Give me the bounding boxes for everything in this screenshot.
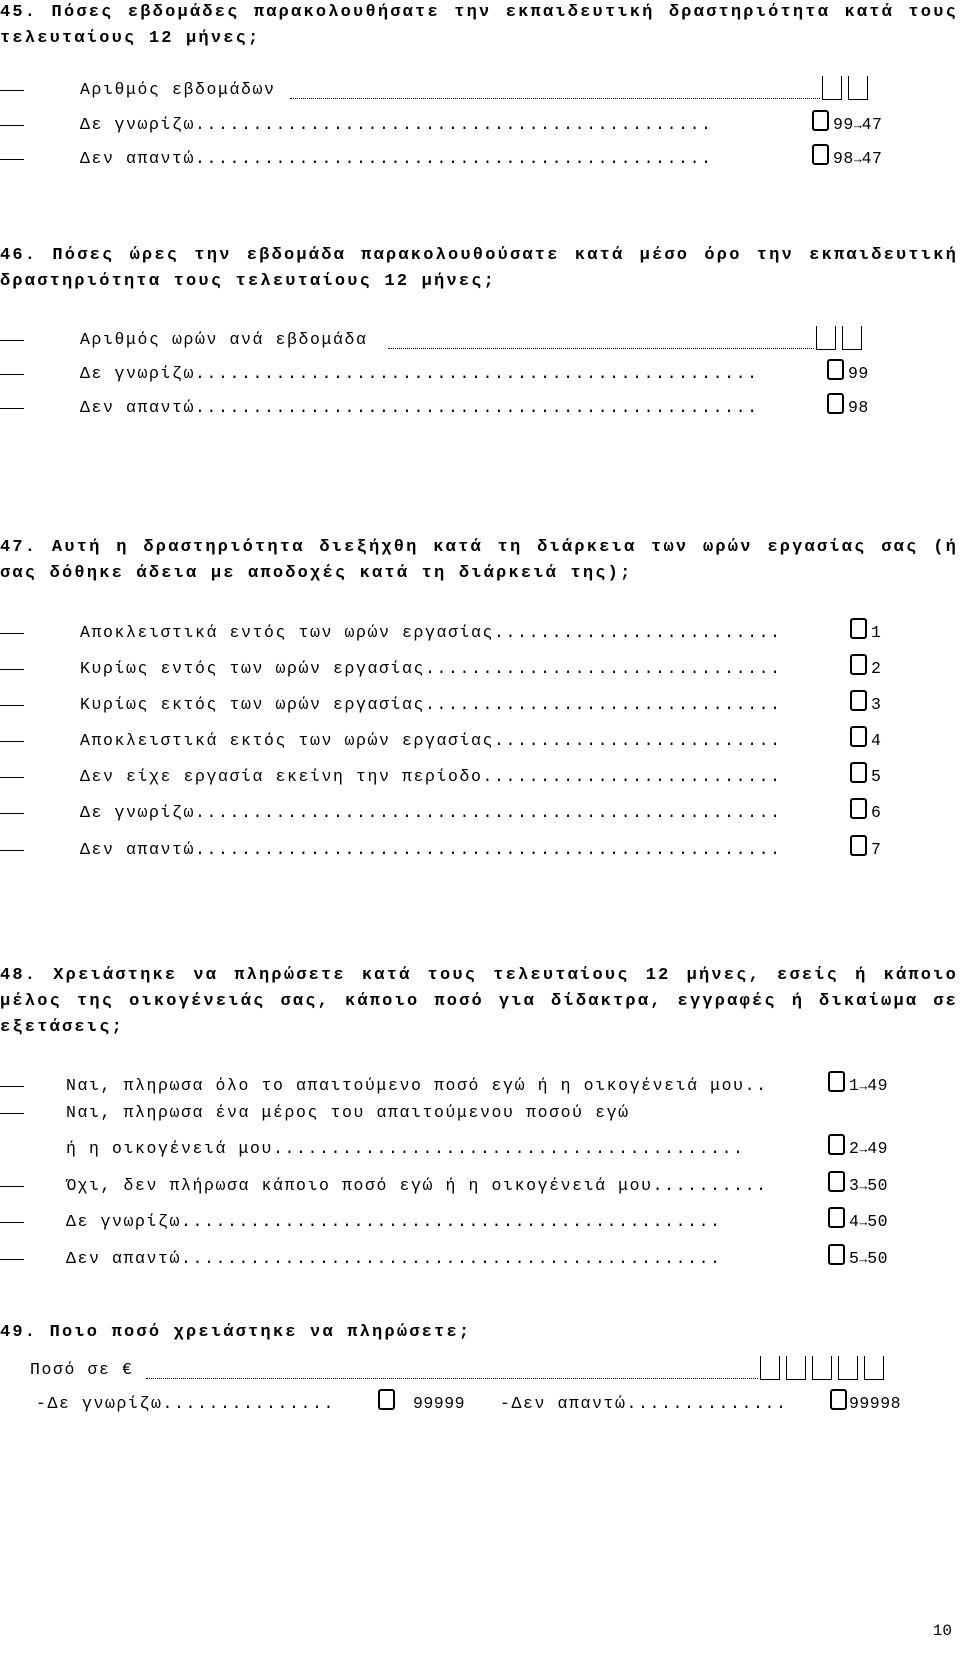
q45-opt3-dash <box>0 159 24 160</box>
digit-cell[interactable] <box>848 76 868 100</box>
q46-opt3-code: 98 <box>848 398 869 417</box>
q46-opt2-code: 99 <box>848 364 869 383</box>
q47-opt3-label: Κυρίως εκτός των ωρών εργασίας............................... <box>80 695 782 714</box>
q47-opt6-code: 6 <box>871 803 882 822</box>
q46-opt2-checkbox[interactable] <box>827 359 844 380</box>
q46-opt1-label: Αριθμός ωρών ανά εβδομάδα <box>80 330 368 349</box>
q48-opt2-dash <box>0 1113 24 1114</box>
q48-opt1-label: Ναι, πληρωσα όλο το απαιτούμενο ποσό εγώ ή η οικογένειά μου.. <box>66 1076 768 1095</box>
q45-opt3-checkbox[interactable] <box>812 144 829 165</box>
q49-na-checkbox[interactable] <box>830 1389 847 1410</box>
q46-title: 46. Πόσες ώρες την εβδομάδα παρακολουθούσατε κατά μέσο όρο την εκπαιδευτική δραστηριότητα τους τελευταίους 12 μήνες; <box>0 246 958 291</box>
q47-opt1-checkbox[interactable] <box>850 618 867 639</box>
q48-opt1-dash <box>0 1086 24 1087</box>
q46-opt1-leader <box>388 348 814 349</box>
q47-opt6-label: Δε γνωρίζω................................................... <box>80 803 782 822</box>
q47-opt4-code: 4 <box>871 731 882 750</box>
q48-opt3-code: 3→50 <box>849 1176 889 1195</box>
q48-opt5-dash <box>0 1259 24 1260</box>
q48-opt3-label: Όχι, δεν πλήρωσα κάποιο ποσό εγώ ή η οικογένειά μου.......... <box>66 1176 768 1195</box>
q47-opt5-checkbox[interactable] <box>850 762 867 783</box>
q48-opt1-checkbox[interactable] <box>828 1071 845 1092</box>
q46-opt3-checkbox[interactable] <box>827 393 844 414</box>
q47-opt4-dash <box>0 741 24 742</box>
q47-opt5-label: Δεν είχε εργασία εκείνη την περίοδο.......................... <box>80 767 782 786</box>
q47-opt6-checkbox[interactable] <box>850 798 867 819</box>
page-number: 10 <box>932 1622 952 1640</box>
q47-opt7-label: Δεν απαντώ................................................... <box>80 840 782 859</box>
q47-opt2-checkbox[interactable] <box>850 654 867 675</box>
q48-opt4-label: Δε γνωρίζω............................................... <box>66 1212 722 1231</box>
q47-opt3-code: 3 <box>871 695 882 714</box>
q47-opt2-label: Κυρίως εντός των ωρών εργασίας............................... <box>80 659 782 678</box>
q47-opt4-label: Αποκλειστικά εκτός των ωρών εργασίας......................... <box>80 731 782 750</box>
q45-opt1-label: Αριθμός εβδομάδων <box>80 80 276 99</box>
q47-opt5-code: 5 <box>871 767 882 786</box>
q45-opt2-checkbox[interactable] <box>812 110 829 131</box>
q49-title: 49. Ποιο ποσό χρειάστηκε να πληρώσετε; <box>0 1323 472 1342</box>
digit-cell[interactable] <box>812 1356 832 1380</box>
q48-opt2-code: 2→49 <box>849 1139 889 1158</box>
q45-weeks-field[interactable] <box>822 76 880 100</box>
q47-opt7-dash <box>0 850 24 851</box>
q48-opt4-code: 4→50 <box>849 1212 889 1231</box>
q47-opt2-dash <box>0 669 24 670</box>
q47-opt1-code: 1 <box>871 623 882 642</box>
q47-opt3-dash <box>0 705 24 706</box>
q46-opt3-dash <box>0 408 24 409</box>
digit-cell[interactable] <box>816 326 836 350</box>
digit-cell[interactable] <box>838 1356 858 1380</box>
q48-opt1-code: 1→49 <box>849 1076 889 1095</box>
q48-opt3-checkbox[interactable] <box>828 1171 845 1192</box>
q48-opt2-label: Ναι, πληρωσα ένα μέρος του απαιτούμενου ποσού εγώ <box>66 1103 630 1122</box>
q48-opt5-code: 5→50 <box>849 1249 889 1268</box>
digit-cell[interactable] <box>786 1356 806 1380</box>
digit-cell[interactable] <box>864 1356 884 1380</box>
q48-opt3-dash <box>0 1186 24 1187</box>
q45-opt3-label: Δεν απαντώ............................................. <box>80 149 713 168</box>
q49-amount-field[interactable] <box>760 1356 910 1380</box>
q49-dk-label: -Δε γνωρίζω............... <box>36 1394 336 1413</box>
q47-opt1-label: Αποκλειστικά εντός των ωρών εργασίας......................... <box>80 623 782 642</box>
q47-opt4-checkbox[interactable] <box>850 726 867 747</box>
q47-opt6-dash <box>0 813 24 814</box>
q48-opt2-checkbox[interactable] <box>828 1134 845 1155</box>
q47-opt7-code: 7 <box>871 840 882 859</box>
q49-amount-label: Ποσό σε € <box>30 1360 134 1379</box>
q46-hours-field[interactable] <box>816 326 874 350</box>
digit-cell[interactable] <box>842 326 862 350</box>
q46-opt1-dash <box>0 340 24 341</box>
q45-title: 45. Πόσες εβδομάδες παρακολουθήσατε την εκπαιδευτική δραστηριότητα κατά τους τελευταίους 12 μήνες; <box>0 3 958 48</box>
q47-opt5-dash <box>0 777 24 778</box>
q46-opt2-label: Δε γνωρίζω................................................. <box>80 364 759 383</box>
q47-opt1-dash <box>0 633 24 634</box>
q46-opt3-label: Δεν απαντώ................................................. <box>80 398 759 417</box>
q49-dk-checkbox[interactable] <box>378 1389 395 1410</box>
q49-na-label: -Δεν απαντώ.............. <box>500 1394 788 1413</box>
q49-dk-code: 99999 <box>413 1394 466 1413</box>
q45-opt1-dash <box>0 90 24 91</box>
q47-opt3-checkbox[interactable] <box>850 690 867 711</box>
q46-opt2-dash <box>0 374 24 375</box>
q49-amount-leader <box>146 1378 758 1379</box>
q47-title: 47. Αυτή η δραστηριότητα διεξήχθη κατά τη διάρκεια των ωρών εργασίας σας (ή σας δόθηκε άδεια με αποδοχές κατά τη διάρκειά της); <box>0 538 958 583</box>
q45-opt1-leader <box>290 98 820 99</box>
q45-opt3-code: 98→47 <box>833 149 883 168</box>
q45-opt2-label: Δε γνωρίζω............................................. <box>80 115 713 134</box>
q47-opt2-code: 2 <box>871 659 882 678</box>
q47-opt7-checkbox[interactable] <box>850 835 867 856</box>
q48-opt4-dash <box>0 1222 24 1223</box>
q45-opt2-dash <box>0 125 24 126</box>
q48-opt5-checkbox[interactable] <box>828 1244 845 1265</box>
digit-cell[interactable] <box>822 76 842 100</box>
q49-na-code: 99998 <box>849 1394 902 1413</box>
q48-opt4-checkbox[interactable] <box>828 1207 845 1228</box>
q48-title: 48. Χρειάστηκε να πληρώσετε κατά τους τελευταίους 12 μήνες, εσείς ή κάποιο μέλος της οικογένειάς σας, κάποιο ποσό για δίδακτρα, εγγραφές ή δικαίωμα σε εξετάσεις; <box>0 966 958 1037</box>
q45-opt2-code: 99→47 <box>833 115 883 134</box>
q48-opt5-label: Δεν απαντώ............................................... <box>66 1249 722 1268</box>
digit-cell[interactable] <box>760 1356 780 1380</box>
q48-opt2-label-cont: ή η οικογένειά μου......................................... <box>66 1139 745 1158</box>
